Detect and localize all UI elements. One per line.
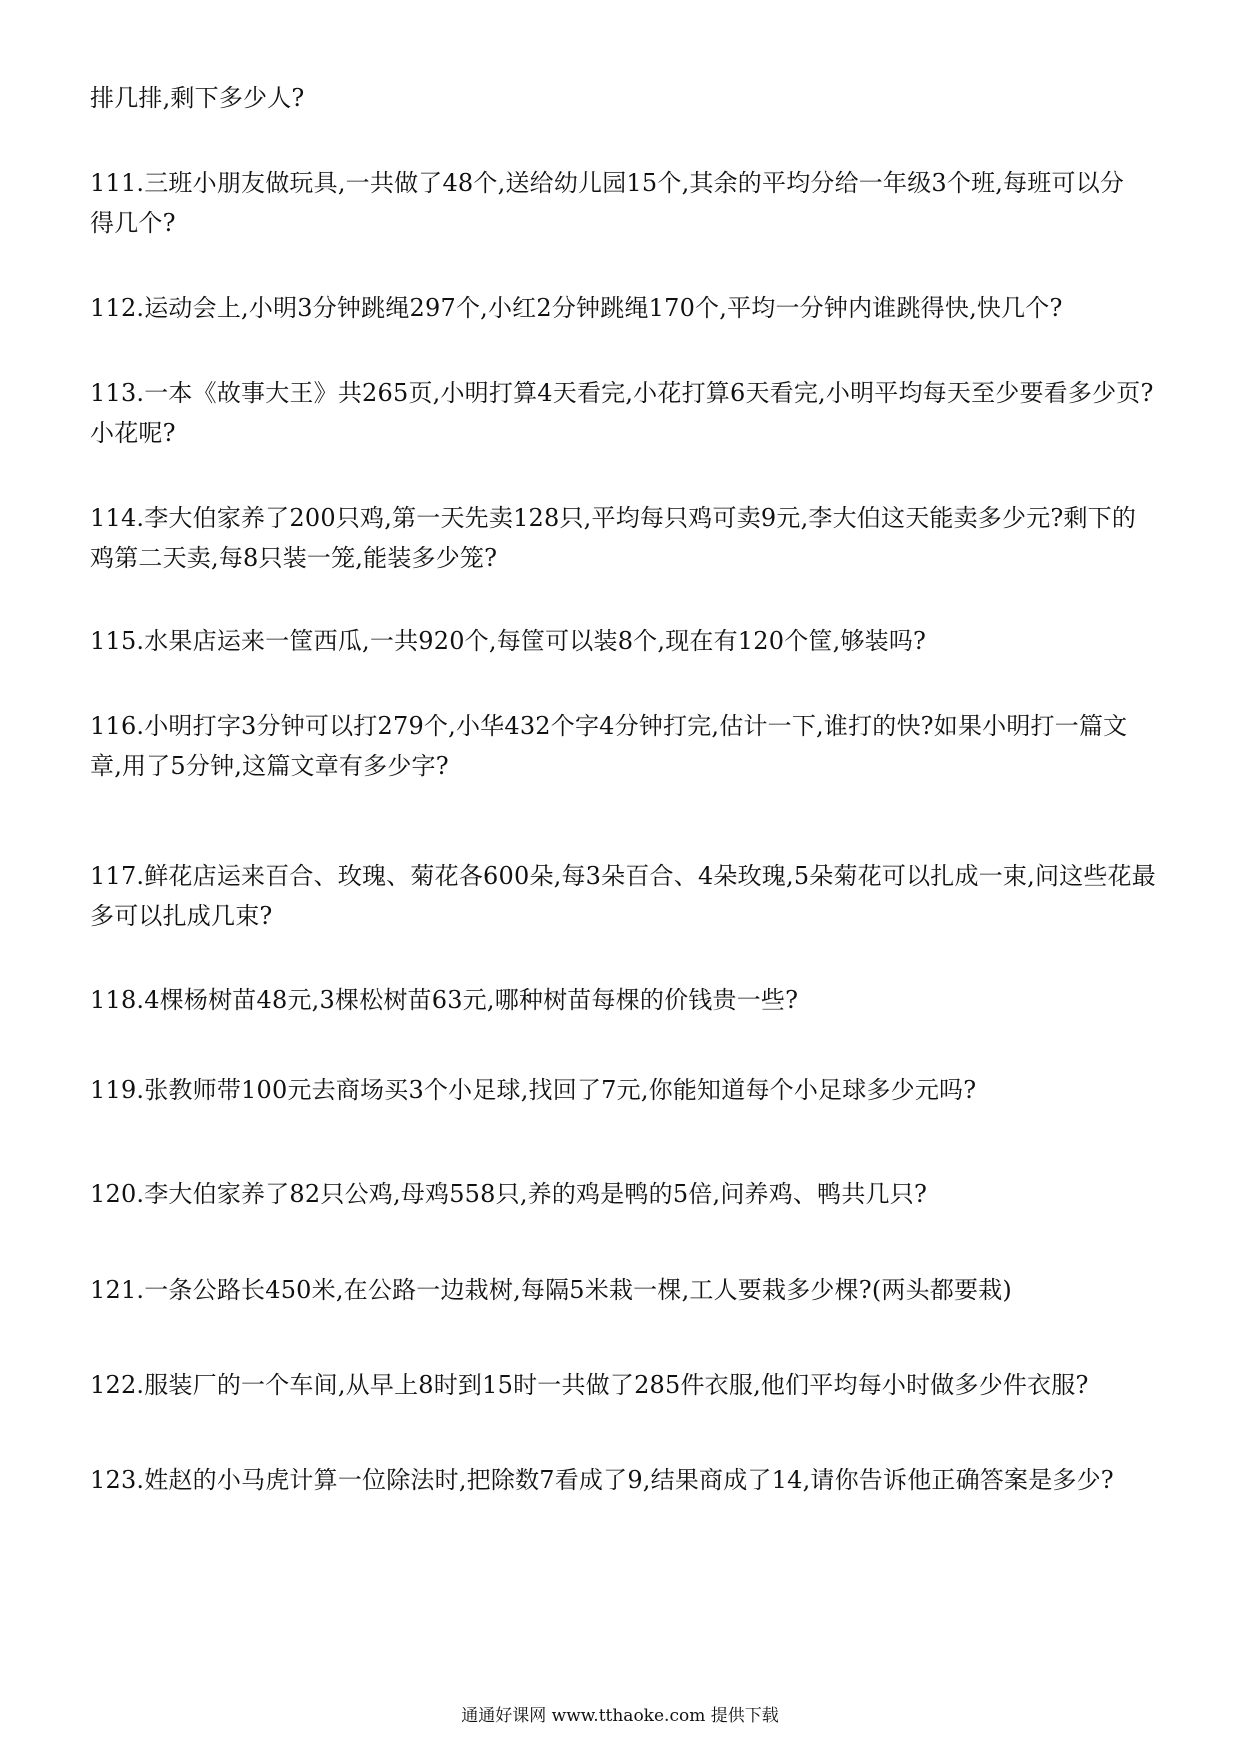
problem-114-line-1: 114.李大伯家养了200只鸡,第一天先卖128只,平均每只鸡可卖9元,李大伯这天能卖多少元?剩下的 — [90, 504, 1137, 532]
problem-119-line-1: 119.张教师带100元去商场买3个小足球,找回了7元,你能知道每个小足球多少元吗? — [90, 1076, 977, 1104]
problem-121-line-1: 121.一条公路长450米,在公路一边栽树,每隔5米栽一棵,工人要栽多少棵?(两头都要栽) — [90, 1276, 1012, 1304]
problem-120-line-1: 120.李大伯家养了82只公鸡,母鸡558只,养的鸡是鸭的5倍,问养鸡、鸭共几只? — [90, 1180, 928, 1208]
problem-113-line-1: 113.一本《故事大王》共265页,小明打算4天看完,小花打算6天看完,小明平均每天至少要看多少页? — [90, 379, 1154, 407]
problem-116-line-1: 116.小明打字3分钟可以打279个,小华432个字4分钟打完,估计一下,谁打的快?如果小明打一篇文 — [90, 712, 1128, 740]
problem-116-line-2: 章,用了5分钟,这篇文章有多少字? — [90, 752, 449, 780]
problem-118-line-1: 118.4棵杨树苗48元,3棵松树苗63元,哪种树苗每棵的价钱贵一些? — [90, 986, 799, 1014]
problem-122-line-1: 122.服装厂的一个车间,从早上8时到15时一共做了285件衣服,他们平均每小时做多少件衣服? — [90, 1371, 1089, 1399]
problem-110-line-2: 排几排,剩下多少人? — [90, 84, 305, 112]
problem-115-line-1: 115.水果店运来一筐西瓜,一共920个,每筐可以装8个,现在有120个筐,够装吗? — [90, 627, 927, 655]
problem-111-line-2: 得几个? — [90, 209, 176, 237]
problem-114-line-2: 鸡第二天卖,每8只装一笼,能装多少笼? — [90, 544, 498, 572]
problem-117-line-2: 多可以扎成几束? — [90, 902, 273, 930]
page-footer: 通通好课网 www.tthaoke.com 提供下载 — [461, 1706, 779, 1726]
problem-117-line-1: 117.鲜花店运来百合、玫瑰、菊花各600朵,每3朵百合、4朵玫瑰,5朵菊花可以扎成一束,问这些花最 — [90, 862, 1156, 890]
problem-111-line-1: 111.三班小朋友做玩具,一共做了48个,送给幼儿园15个,其余的平均分给一年级3个班,每班可以分 — [90, 169, 1125, 197]
problem-112-line-1: 112.运动会上,小明3分钟跳绳297个,小红2分钟跳绳170个,平均一分钟内谁跳得快,快几个? — [90, 294, 1063, 322]
problem-113-line-2: 小花呢? — [90, 419, 176, 447]
problem-123-line-1: 123.姓赵的小马虎计算一位除法时,把除数7看成了9,结果商成了14,请你告诉他正确答案是多少? — [90, 1466, 1114, 1494]
